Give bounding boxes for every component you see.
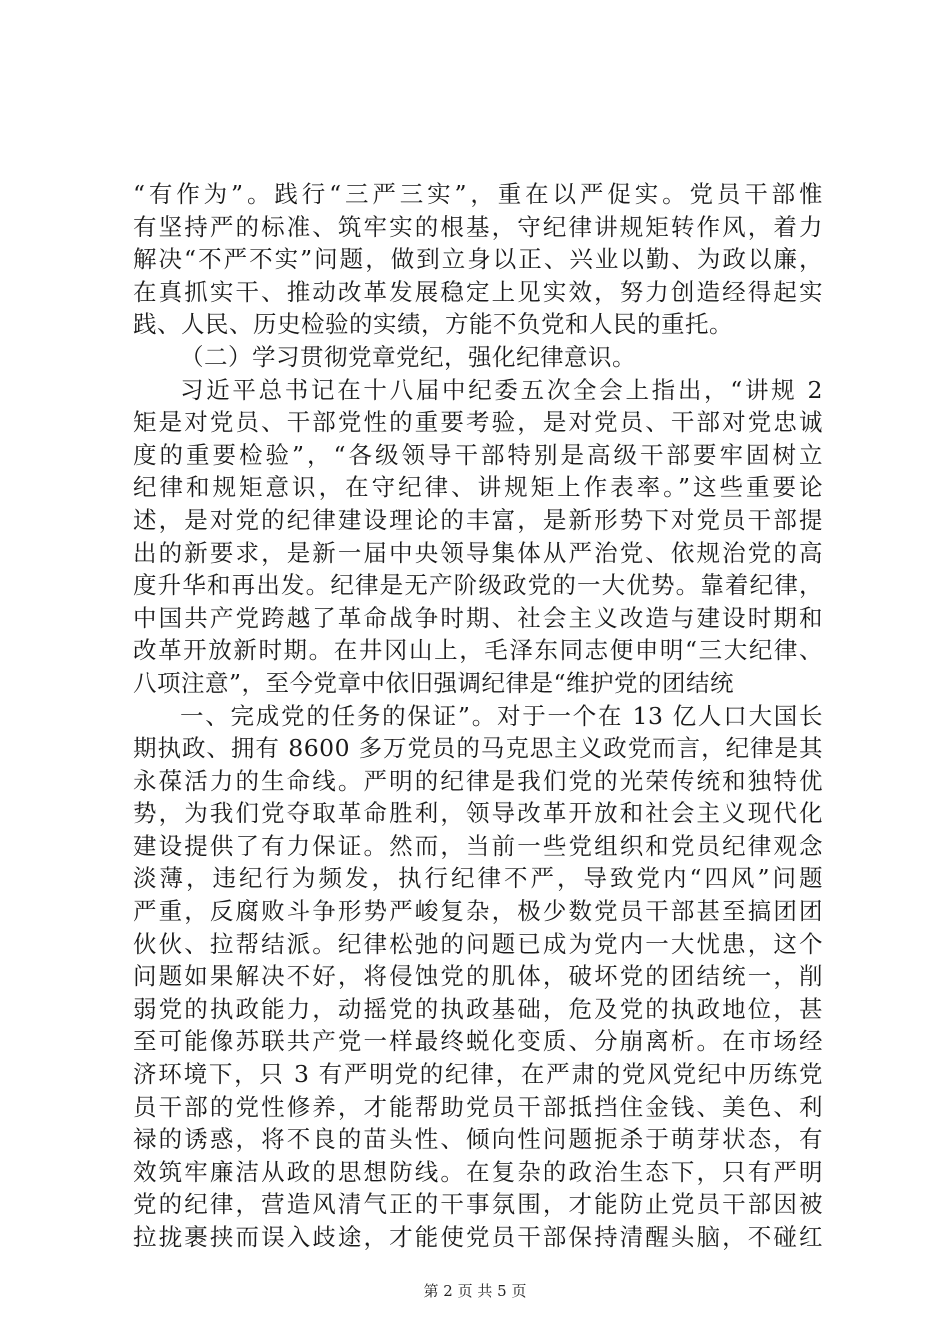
text-line: 严重，反腐败斗争形势严峻复杂，极少数党员干部甚至搞团团 bbox=[133, 897, 823, 926]
text-line: 度升华和再出发。纪律是无产阶级政党的一大优势。靠着纪律， bbox=[133, 571, 823, 600]
text-line: 势，为我们党夺取革命胜利，领导改革开放和社会主义现代化 bbox=[133, 799, 823, 828]
text-line: “有作为”。践行“三严三实”，重在以严促实。党员干部惟 bbox=[133, 180, 823, 208]
text-line: 伙伙、拉帮结派。纪律松弛的问题已成为党内一大忧患，这个 bbox=[133, 929, 823, 958]
text-line: 党的纪律，营造风清气正的干事氛围，才能防止党员干部因被 bbox=[133, 1190, 823, 1219]
text-line: 改革开放新时期。在井冈山上，毛泽东同志便申明“三大纪律、 bbox=[133, 636, 823, 665]
text-line: 述，是对党的纪律建设理论的丰富，是新形势下对党员干部提 bbox=[133, 505, 823, 534]
text-line: 八项注意”，至今党章中依旧强调纪律是“维护党的团结统 bbox=[133, 668, 735, 697]
text-line: 一、完成党的任务的保证”。对于一个在 13 亿人口大国长 bbox=[180, 701, 823, 730]
text-line: 纪律和规矩意识，在守纪律、讲规矩上作表率。”这些重要论 bbox=[133, 473, 823, 502]
text-line: 在真抓实干、推动改革发展稳定上见实效，努力创造经得起实 bbox=[133, 277, 823, 306]
text-line: （二）学习贯彻党章党纪，强化纪律意识。 bbox=[180, 342, 636, 371]
text-line: 建设提供了有力保证。然而，当前一些党组织和党员纪律观念 bbox=[133, 831, 823, 860]
text-line: 中国共产党跨越了革命战争时期、社会主义改造与建设时期和 bbox=[133, 603, 823, 632]
text-line: 问题如果解决不好，将侵蚀党的肌体，破坏党的团结统一，削 bbox=[133, 962, 823, 991]
text-line: 济环境下，只 3 有严明党的纪律，在严肃的党风党纪中历练党 bbox=[133, 1060, 823, 1089]
text-line: 解决“不严不实”问题，做到立身以正、兴业以勤、为政以廉， bbox=[133, 245, 823, 274]
text-line: 员干部的党性修养，才能帮助党员干部抵挡住金钱、美色、利 bbox=[133, 1092, 823, 1121]
document-body bbox=[133, 178, 823, 1254]
text-line: 至可能像苏联共产党一样最终蜕化变质、分崩离析。在市场经 bbox=[133, 1027, 823, 1056]
text-line: 矩是对党员、干部党性的重要考验，是对党员、干部对党忠诚 bbox=[133, 408, 823, 437]
text-line: 淡薄，违纪行为频发，执行纪律不严，导致党内“四风”问题 bbox=[133, 864, 823, 893]
text-line: 习近平总书记在十八届中纪委五次全会上指出，“讲规 2 bbox=[180, 375, 823, 404]
text-line: 期执政、拥有 8600 多万党员的马克思主义政党而言，纪律是其 bbox=[133, 734, 823, 763]
text-line: 践、人民、历史检验的实绩，方能不负党和人民的重托。 bbox=[133, 310, 733, 339]
text-line: 度的重要检验”，“各级领导干部特别是高级干部要牢固树立 bbox=[133, 440, 823, 469]
text-line: 效筑牢廉洁从政的思想防线。在复杂的政治生态下，只有严明 bbox=[133, 1157, 823, 1186]
text-line: 禄的诱惑，将不良的苗头性、倾向性问题扼杀于萌芽状态，有 bbox=[133, 1125, 823, 1154]
text-line: 弱党的执政能力，动摇党的执政基础，危及党的执政地位，甚 bbox=[133, 994, 823, 1023]
text-line: 永葆活力的生命线。严明的纪律是我们党的光荣传统和独特优 bbox=[133, 766, 823, 795]
text-line: 拉拢裹挟而误入歧途，才能使党员干部保持清醒头脑，不碰红 bbox=[133, 1223, 823, 1251]
page-footer: 第 2 页 共 5 页 bbox=[423, 1282, 527, 1300]
text-line: 有坚持严的标准、筑牢实的根基，守纪律讲规矩转作风，着力 bbox=[133, 212, 823, 241]
text-line: 出的新要求，是新一届中央领导集体从严治党、依规治党的高 bbox=[133, 538, 823, 567]
